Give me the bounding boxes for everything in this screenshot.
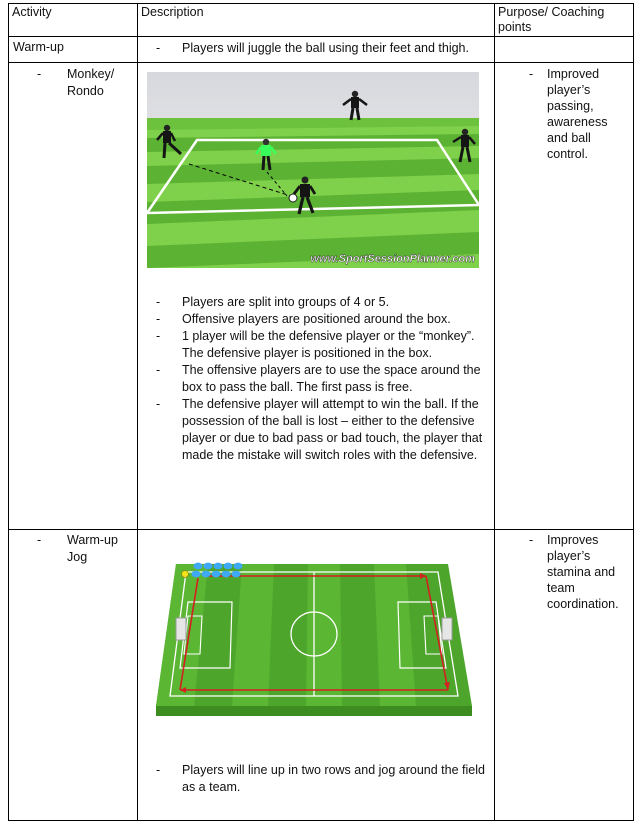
warmup-activity-cell — [9, 37, 138, 63]
purpose-header: Purpose/ Coaching points — [495, 4, 634, 37]
warmup-description-text: Players will juggle the ball using their feet and thigh. — [182, 41, 469, 55]
jog-activity-label: Warm-up Jog — [67, 533, 118, 564]
description-header: Description — [138, 4, 495, 37]
jog-purpose-cell: - Improves player’s stamina and team coordination. — [495, 530, 634, 821]
list-item: - 1 player will be the defensive player or the “monkey”. The defensive player is positioned in the box. — [156, 329, 475, 360]
jog-description-cell — [138, 530, 495, 821]
warmup-row — [9, 37, 634, 63]
jog-bullet-list — [138, 726, 494, 796]
rondo-diagram — [138, 63, 494, 268]
rondo-field-image — [147, 72, 479, 268]
activity-header: Activity — [9, 4, 138, 37]
lead-player-ball — [182, 571, 189, 578]
full-field-image — [156, 540, 472, 726]
list-item: - Players will line up in two rows and jog around the field as a team. — [156, 763, 485, 794]
rondo-purpose-cell: - Improved player’s passing, awareness and ball control. — [495, 63, 634, 530]
jog-activity-cell: - Warm-up Jog — [9, 530, 138, 821]
rondo-purpose-text: Improved player’s passing, awareness and ball control. — [547, 67, 608, 161]
list-item: - The offensive players are to use the space around the box to pass the ball. The first pass is free. — [156, 363, 481, 394]
list-item: - Players will juggle the ball using their feet and thigh. — [156, 40, 488, 57]
rondo-row — [9, 63, 634, 530]
jog-purpose-text: Improves player’s stamina and team coordination. — [547, 533, 619, 611]
jog-row — [9, 530, 634, 821]
list-item: - Offensive players are positioned around the box. — [156, 312, 451, 326]
right-goal — [442, 618, 452, 640]
session-plan-table — [8, 3, 634, 821]
rondo-bullet-list — [138, 268, 494, 464]
jog-diagram — [138, 530, 494, 726]
rondo-description-cell — [138, 63, 495, 530]
warmup-purpose-cell — [495, 37, 634, 63]
header-row — [9, 4, 634, 37]
warmup-description-cell — [138, 37, 495, 63]
rondo-activity-label: Monkey/ Rondo — [67, 67, 115, 98]
ball — [289, 194, 297, 202]
rondo-activity-cell: - Monkey/ Rondo — [9, 63, 138, 530]
warmup-activity-label: Warm-up — [13, 40, 64, 54]
list-item: - Players are split into groups of 4 or 5. — [156, 295, 390, 309]
watermark: www.SportSessionPlanner.com — [310, 253, 475, 265]
list-item: - The defensive player will attempt to win the ball. If the possession of the ball is lost – either to the defensive player or due to bad pass or bad touch, the player that made the mistake will switch roles with the defensive. — [156, 397, 483, 462]
left-goal — [176, 618, 186, 640]
